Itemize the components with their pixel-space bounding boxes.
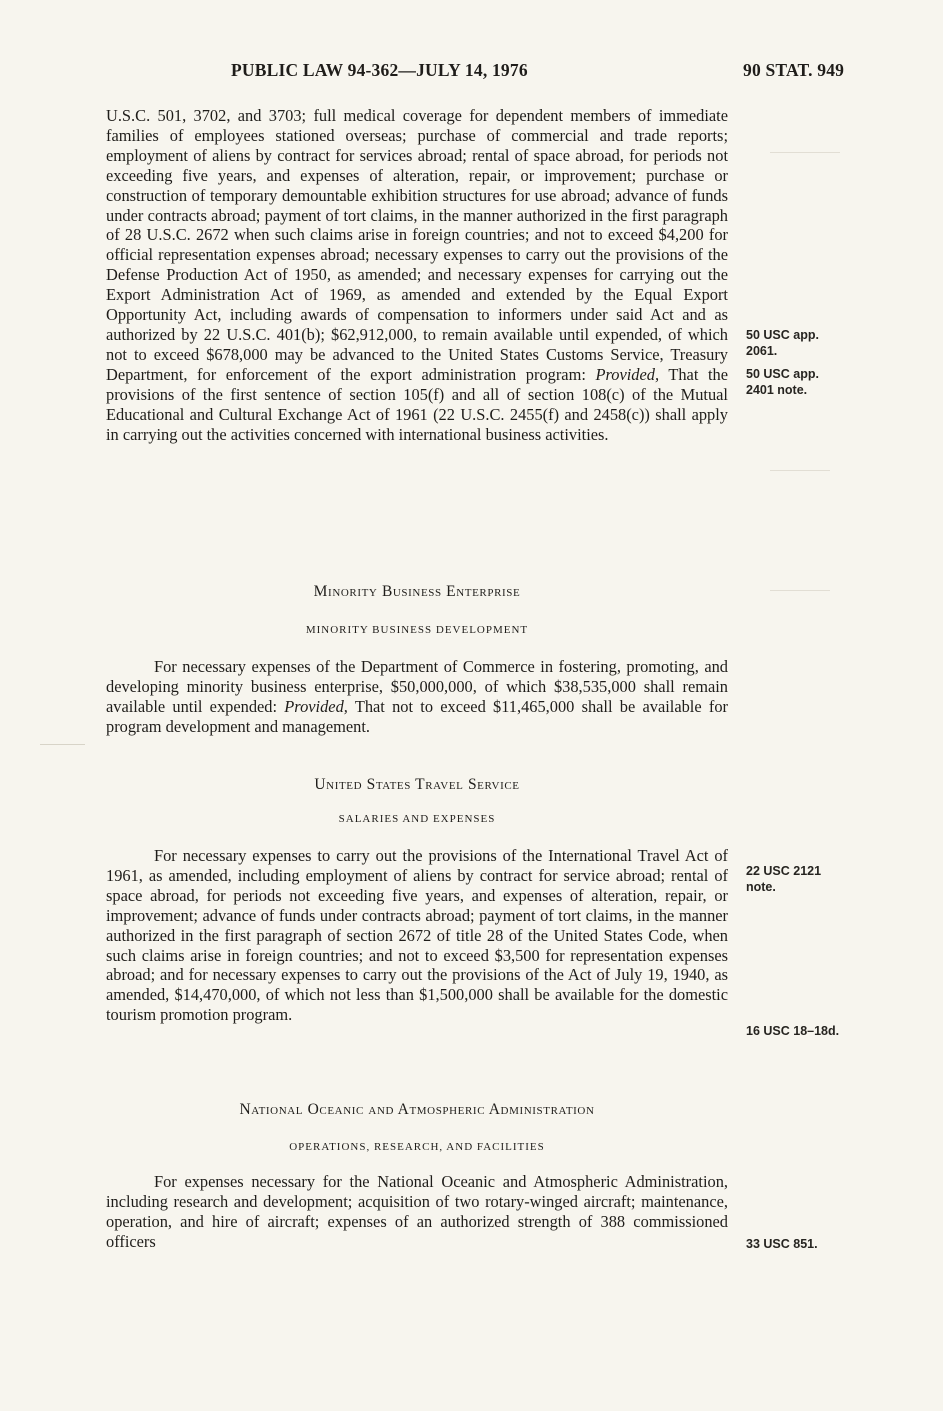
paragraph-travel-service	[106, 846, 728, 1025]
bleed-through-mark	[40, 744, 85, 747]
provided-clause: Provided,	[284, 696, 348, 716]
margin-note-line: 50 USC app.	[746, 367, 819, 381]
section-heading-minority-business: Minority Business Enterprise	[313, 583, 521, 600]
margin-note-citation	[746, 1024, 886, 1040]
subheading-salaries-and-expenses: SALARIES AND EXPENSES	[338, 813, 496, 825]
paragraph-text: For necessary expenses to carry out the provisions of the International Travel Act of 1961, as amended, including employment of aliens by contract for service abroad; rental of space abroad, for periods not exceeding five years, and expenses of alteration, repair, or improvement; advance of funds under contracts abroad; payment of tort claims, in the manner authorized in the first paragraph of section 2672 of title 28 of the United States Code, when such claims arise in foreign countries; and not to exceed $3,500 for representation expenses abroad; and for necessary expenses to carry out the provisions of the Act of July 19, 1940, as amended, $14,470,000, of which not less than $1,500,000 shall be available for the domestic tourism promotion program.	[106, 846, 728, 1025]
paragraph-text: For expenses necessary for the National Oceanic and Atmospheric Administration, including research and development; acquisition of two rotary-winged aircraft; maintenance, operation, and hire of aircraft; expenses of an authorized strength of 388 commissioned officers	[106, 1172, 728, 1251]
section-heading-travel-service: United States Travel Service	[314, 776, 520, 793]
paragraph-text	[106, 106, 728, 444]
bleed-through-mark	[770, 152, 840, 163]
margin-note-line: 33 USC 851.	[746, 1237, 818, 1251]
paragraph-continuation	[106, 106, 728, 444]
margin-note-citation	[746, 1237, 886, 1253]
margin-note-citation	[746, 367, 886, 398]
paragraph-body: U.S.C. 501, 3702, and 3703; full medical coverage for dependent members of immediate families of employees stationed overseas; purchase of commercial and trade reports; employment of aliens by contract for services abroad; rental of space abroad, for periods not exceeding five years, and expenses of alteration, repair, or improvement; purchase or construction of temporary demountable exhibition structures for use abroad; advance of funds under contracts abroad; payment of tort claims, in the manner authorized in the first paragraph of 28 U.S.C. 2672 when such claims arise in foreign countries; and not to exceed $4,200 for official representation expenses abroad; necessary expenses to carry out the provisions of the Defense Production Act of 1950, as amended; and necessary expenses for carrying out the Export Administration Act of 1969, as amended and extended by the Equal Export Opportunity Act, including awards of compensation to informers under said Act and as authorized by 22 U.S.C. 401(b); $62,912,000, to remain available until expended, of which not to exceed $678,000 may be advanced to the United States Customs Service, Treasury Department, for enforcement of the export administration program:	[106, 106, 728, 384]
margin-note-line: note.	[746, 879, 776, 894]
margin-note-citation	[746, 864, 886, 895]
subheading-minority-business-development: MINORITY BUSINESS DEVELOPMENT	[305, 624, 529, 636]
margin-note-citation	[746, 328, 886, 359]
bleed-through-mark	[770, 470, 830, 481]
paragraph-tail: That not to exceed $11,465,000 shall be available for program development and management.	[106, 696, 728, 736]
margin-note-line: 2061.	[746, 343, 778, 358]
subheading-operations-research-facilities: OPERATIONS, RESEARCH, AND FACILITIES	[289, 1141, 545, 1153]
margin-note-line: 50 USC app.	[746, 328, 819, 342]
section-heading-noaa: National Oceanic and Atmospheric Administration	[239, 1101, 595, 1118]
paragraph-body: For necessary expenses of the Department of Commerce in fostering, promoting, and developing minority business enterprise, $50,000,000, of which $38,535,000 shall remain available until expended:	[106, 657, 728, 716]
margin-note-line: 16 USC 18–18d.	[746, 1024, 840, 1038]
paragraph-noaa	[106, 1172, 728, 1252]
bleed-through-mark	[770, 590, 830, 601]
provided-clause: Provided,	[595, 364, 660, 384]
paragraph-tail: That the provisions of the first sentence of section 105(f) and all of section 108(c) of the Mutual Educational and Cultural Exchange Act of 1961 (22 U.S.C. 2455(f) and 2458(c)) shall apply in carrying out the activities concerned with international business activities.	[106, 364, 728, 444]
paragraph-text	[106, 657, 728, 737]
margin-note-line: 22 USC 2121	[746, 864, 822, 878]
statute-page-number: 90 STAT. 949	[743, 60, 845, 80]
margin-note-line: 2401 note.	[746, 382, 808, 397]
running-head-title: PUBLIC LAW 94-362—JULY 14, 1976	[231, 60, 528, 80]
paragraph-minority-business	[106, 657, 728, 737]
